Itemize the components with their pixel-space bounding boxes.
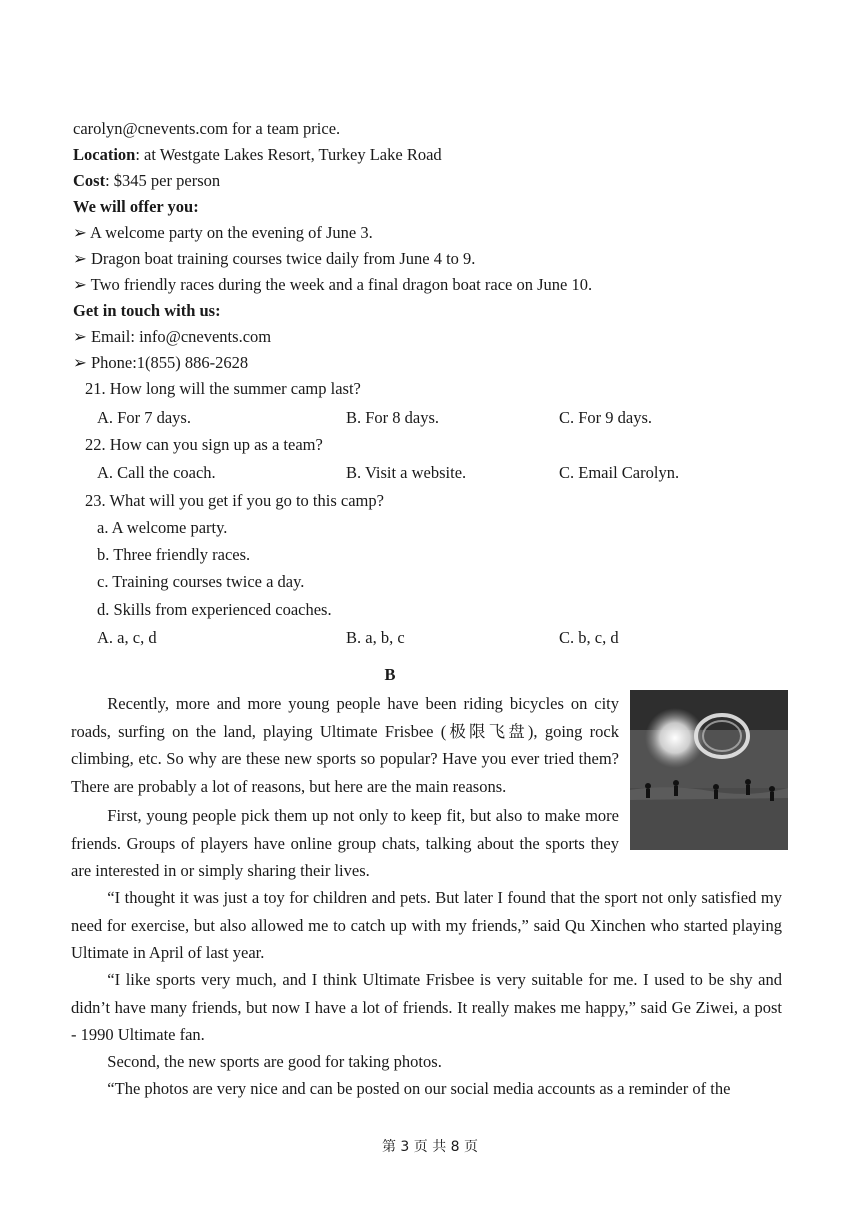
notice-location [73, 145, 442, 165]
notice-line-email: carolyn@cnevents.com for a team price. [73, 119, 341, 138]
cost-label: Cost [73, 171, 106, 190]
offer-heading: We will offer you: [73, 197, 199, 216]
q23-option-b: B. a, b, c [346, 628, 405, 647]
page-footer: 第 3 页 共 8 页 [381, 1139, 479, 1155]
question-21-stem: 21. How long will the summer camp last? [85, 379, 361, 398]
passage-paragraph [71, 966, 782, 1049]
contact-heading: Get in touch with us: [73, 301, 221, 320]
frisbee-photo [630, 690, 788, 850]
passage-paragraph [71, 1048, 782, 1076]
q23-choice: c. Training courses twice a day. [97, 572, 305, 591]
q23-choice: d. Skills from experienced coaches. [97, 600, 332, 619]
q23-option-c: C. b, c, d [559, 628, 619, 647]
q23-choice: a. A welcome party. [97, 518, 228, 537]
offer-item: ➢ Two friendly races during the week and a final dragon boat race on June 10. [73, 275, 593, 294]
q21-option-a: A. For 7 days. [97, 408, 191, 427]
paragraph-text: “I like sports very much, and I think Ultimate Frisbee is very suitable for me. I used to be shy and didn’t have many friends, but now I have a lot of friends. It really makes me happy,” said Ge Ziwei, a post - 1990 Ultimate fan. [71, 970, 782, 1044]
paragraph-text: First, young people pick them up not only to keep fit, but also to make more friends. Groups of players have online group chats, talking about the sports they are interested in or simply sharing their lives. [71, 806, 619, 880]
paragraph-text: “The photos are very nice and can be posted on our social media accounts as a reminder of the [107, 1079, 731, 1098]
q23-option-a: A. a, c, d [97, 628, 157, 647]
frisbee-photo-illustration [630, 690, 788, 850]
passage-paragraph [71, 884, 782, 967]
contact-email: ➢ Email: info@cnevents.com [73, 327, 272, 346]
paragraph-text: Second, the new sports are good for taking photos. [107, 1052, 442, 1071]
passage-paragraph [71, 690, 619, 800]
paragraph-text: “I thought it was just a toy for children and pets. But later I found that the sport not only satisfied my need for exercise, but also allowed me to catch up with my friends,” said Qu Xinchen who started playing Ultimate in April of last year. [71, 888, 782, 962]
cost-value: : $345 per person [105, 171, 221, 190]
location-label: Location [73, 145, 136, 164]
q22-option-b: B. Visit a website. [346, 463, 467, 482]
offer-item: ➢ Dragon boat training courses twice daily from June 4 to 9. [73, 249, 476, 268]
q21-option-c: C. For 9 days. [559, 408, 653, 427]
question-23-stem: 23. What will you get if you go to this camp? [85, 491, 384, 510]
q21-option-b: B. For 8 days. [346, 408, 440, 427]
q23-choice: b. Three friendly races. [97, 545, 251, 564]
contact-phone: ➢ Phone:1(855) 886-2628 [73, 353, 249, 372]
section-b-heading: B [384, 665, 396, 684]
paragraph-text: Recently, more and more young people have been riding bicycles on city roads, surfing on the land, playing Ultimate Frisbee (极限飞盘), going rock climbing, etc. So why are these new sports so popular? Have you ever tried them? There are probably a lot of reasons, but here are the main reasons. [71, 694, 619, 796]
location-value: : at Westgate Lakes Resort, Turkey Lake Road [135, 145, 442, 164]
q22-option-a: A. Call the coach. [97, 463, 216, 482]
offer-item: ➢ A welcome party on the evening of June 3. [73, 223, 373, 242]
notice-cost [73, 171, 220, 191]
passage-paragraph [71, 802, 619, 885]
q22-option-c: C. Email Carolyn. [559, 463, 680, 482]
question-22-stem: 22. How can you sign up as a team? [85, 435, 323, 454]
passage-paragraph [71, 1075, 782, 1103]
